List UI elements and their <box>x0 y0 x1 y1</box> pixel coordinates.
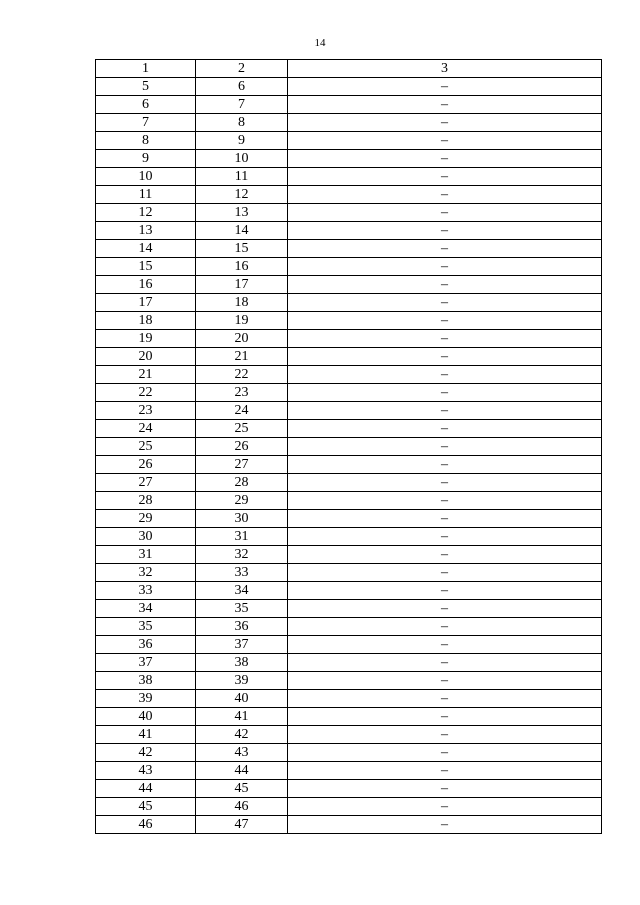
table-cell-col-3: – <box>288 312 602 330</box>
table-row <box>96 132 602 150</box>
table-cell-col-1: 46 <box>96 816 196 834</box>
table-cell-col-2: 25 <box>196 420 288 438</box>
table-cell-col-2: 41 <box>196 708 288 726</box>
header-cell-2: 2 <box>196 60 288 78</box>
table-cell-col-2: 44 <box>196 762 288 780</box>
table-cell-col-3: – <box>288 276 602 294</box>
table-row <box>96 582 602 600</box>
table-cell-col-1: 15 <box>96 258 196 276</box>
table-cell-col-2: 31 <box>196 528 288 546</box>
table-cell-col-2: 30 <box>196 510 288 528</box>
table-cell-col-1: 36 <box>96 636 196 654</box>
table-cell-col-2: 42 <box>196 726 288 744</box>
table-cell-col-3: – <box>288 420 602 438</box>
table-row <box>96 78 602 96</box>
table-row <box>96 672 602 690</box>
table-row <box>96 186 602 204</box>
table-cell-col-1: 20 <box>96 348 196 366</box>
table-cell-col-3: – <box>288 258 602 276</box>
table-cell-col-2: 10 <box>196 150 288 168</box>
table-cell-col-2: 13 <box>196 204 288 222</box>
table-cell-col-3: – <box>288 618 602 636</box>
table-cell-col-2: 33 <box>196 564 288 582</box>
table-cell-col-2: 29 <box>196 492 288 510</box>
table-cell-col-2: 17 <box>196 276 288 294</box>
table-cell-col-1: 24 <box>96 420 196 438</box>
table-cell-col-3: – <box>288 78 602 96</box>
table-cell-col-1: 6 <box>96 96 196 114</box>
table-cell-col-1: 32 <box>96 564 196 582</box>
table-cell-col-2: 35 <box>196 600 288 618</box>
table-cell-col-3: – <box>288 726 602 744</box>
table-cell-col-2: 21 <box>196 348 288 366</box>
table-cell-col-2: 19 <box>196 312 288 330</box>
table-cell-col-3: – <box>288 222 602 240</box>
page-number: 14 <box>314 37 326 49</box>
table-cell-col-2: 43 <box>196 744 288 762</box>
table-row <box>96 168 602 186</box>
table-cell-col-1: 5 <box>96 78 196 96</box>
table-row <box>96 690 602 708</box>
table-row <box>96 708 602 726</box>
table-cell-col-1: 14 <box>96 240 196 258</box>
table-cell-col-2: 20 <box>196 330 288 348</box>
table-cell-col-2: 28 <box>196 474 288 492</box>
table-header-row <box>96 60 602 78</box>
header-cell-3: 3 <box>288 60 602 78</box>
table-cell-col-2: 11 <box>196 168 288 186</box>
table-row <box>96 780 602 798</box>
table-cell-col-2: 6 <box>196 78 288 96</box>
table-cell-col-1: 28 <box>96 492 196 510</box>
table-cell-col-2: 39 <box>196 672 288 690</box>
table-cell-col-1: 21 <box>96 366 196 384</box>
table-cell-col-3: – <box>288 294 602 312</box>
table-cell-col-3: – <box>288 186 602 204</box>
table-cell-col-2: 9 <box>196 132 288 150</box>
table-cell-col-3: – <box>288 636 602 654</box>
table-cell-col-2: 16 <box>196 258 288 276</box>
data-table <box>95 59 602 834</box>
table-cell-col-2: 7 <box>196 96 288 114</box>
table-cell-col-1: 43 <box>96 762 196 780</box>
table-cell-col-1: 17 <box>96 294 196 312</box>
table-row <box>96 384 602 402</box>
table-cell-col-2: 34 <box>196 582 288 600</box>
table-cell-col-1: 34 <box>96 600 196 618</box>
table-cell-col-2: 27 <box>196 456 288 474</box>
table-cell-col-3: – <box>288 582 602 600</box>
table-cell-col-2: 24 <box>196 402 288 420</box>
table-cell-col-1: 19 <box>96 330 196 348</box>
table-row <box>96 492 602 510</box>
table-cell-col-3: – <box>288 492 602 510</box>
table-cell-col-2: 12 <box>196 186 288 204</box>
table-cell-col-1: 16 <box>96 276 196 294</box>
table-cell-col-1: 33 <box>96 582 196 600</box>
table-row <box>96 420 602 438</box>
table-cell-col-3: – <box>288 204 602 222</box>
table-row <box>96 654 602 672</box>
table-cell-col-1: 9 <box>96 150 196 168</box>
table-cell-col-2: 40 <box>196 690 288 708</box>
table-cell-col-1: 25 <box>96 438 196 456</box>
table-row <box>96 222 602 240</box>
table-cell-col-3: – <box>288 348 602 366</box>
table-row <box>96 366 602 384</box>
table-cell-col-1: 10 <box>96 168 196 186</box>
table-row <box>96 456 602 474</box>
table-row <box>96 546 602 564</box>
table-cell-col-3: – <box>288 528 602 546</box>
table-cell-col-3: – <box>288 690 602 708</box>
table-cell-col-1: 8 <box>96 132 196 150</box>
table-cell-col-1: 30 <box>96 528 196 546</box>
table-body <box>96 60 602 834</box>
table-row <box>96 762 602 780</box>
table-row <box>96 204 602 222</box>
table-cell-col-1: 35 <box>96 618 196 636</box>
table-row <box>96 600 602 618</box>
table-row <box>96 474 602 492</box>
table-cell-col-3: – <box>288 798 602 816</box>
table-cell-col-3: – <box>288 816 602 834</box>
table-cell-col-3: – <box>288 564 602 582</box>
table-cell-col-3: – <box>288 708 602 726</box>
table-cell-col-3: – <box>288 366 602 384</box>
table-row <box>96 330 602 348</box>
table-cell-col-2: 36 <box>196 618 288 636</box>
table-cell-col-2: 8 <box>196 114 288 132</box>
table-cell-col-1: 7 <box>96 114 196 132</box>
table-cell-col-1: 37 <box>96 654 196 672</box>
table-cell-col-1: 18 <box>96 312 196 330</box>
table-row <box>96 438 602 456</box>
table-cell-col-3: – <box>288 168 602 186</box>
table-cell-col-3: – <box>288 744 602 762</box>
table-cell-col-1: 12 <box>96 204 196 222</box>
table-row <box>96 510 602 528</box>
table-row <box>96 348 602 366</box>
table-row <box>96 816 602 834</box>
table-row <box>96 150 602 168</box>
table-row <box>96 798 602 816</box>
table-cell-col-2: 26 <box>196 438 288 456</box>
table-cell-col-1: 44 <box>96 780 196 798</box>
table-cell-col-1: 29 <box>96 510 196 528</box>
table-cell-col-3: – <box>288 474 602 492</box>
table-row <box>96 96 602 114</box>
table-cell-col-3: – <box>288 654 602 672</box>
table-cell-col-1: 42 <box>96 744 196 762</box>
table-cell-col-1: 23 <box>96 402 196 420</box>
table-cell-col-2: 47 <box>196 816 288 834</box>
table-row <box>96 294 602 312</box>
table-cell-col-3: – <box>288 240 602 258</box>
table-cell-col-3: – <box>288 780 602 798</box>
table-cell-col-3: – <box>288 384 602 402</box>
table-cell-col-2: 18 <box>196 294 288 312</box>
table-cell-col-2: 15 <box>196 240 288 258</box>
table-cell-col-3: – <box>288 600 602 618</box>
table-cell-col-1: 22 <box>96 384 196 402</box>
table-cell-col-2: 14 <box>196 222 288 240</box>
table-cell-col-3: – <box>288 402 602 420</box>
table-row <box>96 726 602 744</box>
table-cell-col-3: – <box>288 438 602 456</box>
header-cell-1: 1 <box>96 60 196 78</box>
table-cell-col-1: 13 <box>96 222 196 240</box>
table-row <box>96 564 602 582</box>
table-cell-col-2: 46 <box>196 798 288 816</box>
table-row <box>96 312 602 330</box>
table-cell-col-1: 26 <box>96 456 196 474</box>
table-cell-col-1: 31 <box>96 546 196 564</box>
table-cell-col-1: 41 <box>96 726 196 744</box>
table-cell-col-3: – <box>288 96 602 114</box>
table-cell-col-3: – <box>288 132 602 150</box>
table-cell-col-1: 38 <box>96 672 196 690</box>
table-cell-col-3: – <box>288 330 602 348</box>
table-cell-col-3: – <box>288 150 602 168</box>
table-cell-col-1: 40 <box>96 708 196 726</box>
table-cell-col-2: 22 <box>196 366 288 384</box>
table-cell-col-1: 27 <box>96 474 196 492</box>
table-row <box>96 276 602 294</box>
table-cell-col-3: – <box>288 510 602 528</box>
table-row <box>96 636 602 654</box>
table-cell-col-2: 23 <box>196 384 288 402</box>
table-cell-col-3: – <box>288 114 602 132</box>
table-cell-col-1: 45 <box>96 798 196 816</box>
table-cell-col-2: 32 <box>196 546 288 564</box>
table-cell-col-2: 38 <box>196 654 288 672</box>
table-cell-col-2: 45 <box>196 780 288 798</box>
table-row <box>96 258 602 276</box>
table-row <box>96 528 602 546</box>
table-row <box>96 402 602 420</box>
table-cell-col-2: 37 <box>196 636 288 654</box>
table-row <box>96 744 602 762</box>
table-cell-col-1: 39 <box>96 690 196 708</box>
table-cell-col-3: – <box>288 672 602 690</box>
table-cell-col-3: – <box>288 456 602 474</box>
table-row <box>96 240 602 258</box>
table-cell-col-3: – <box>288 762 602 780</box>
table-cell-col-3: – <box>288 546 602 564</box>
table-row <box>96 114 602 132</box>
table-row <box>96 618 602 636</box>
table-cell-col-1: 11 <box>96 186 196 204</box>
